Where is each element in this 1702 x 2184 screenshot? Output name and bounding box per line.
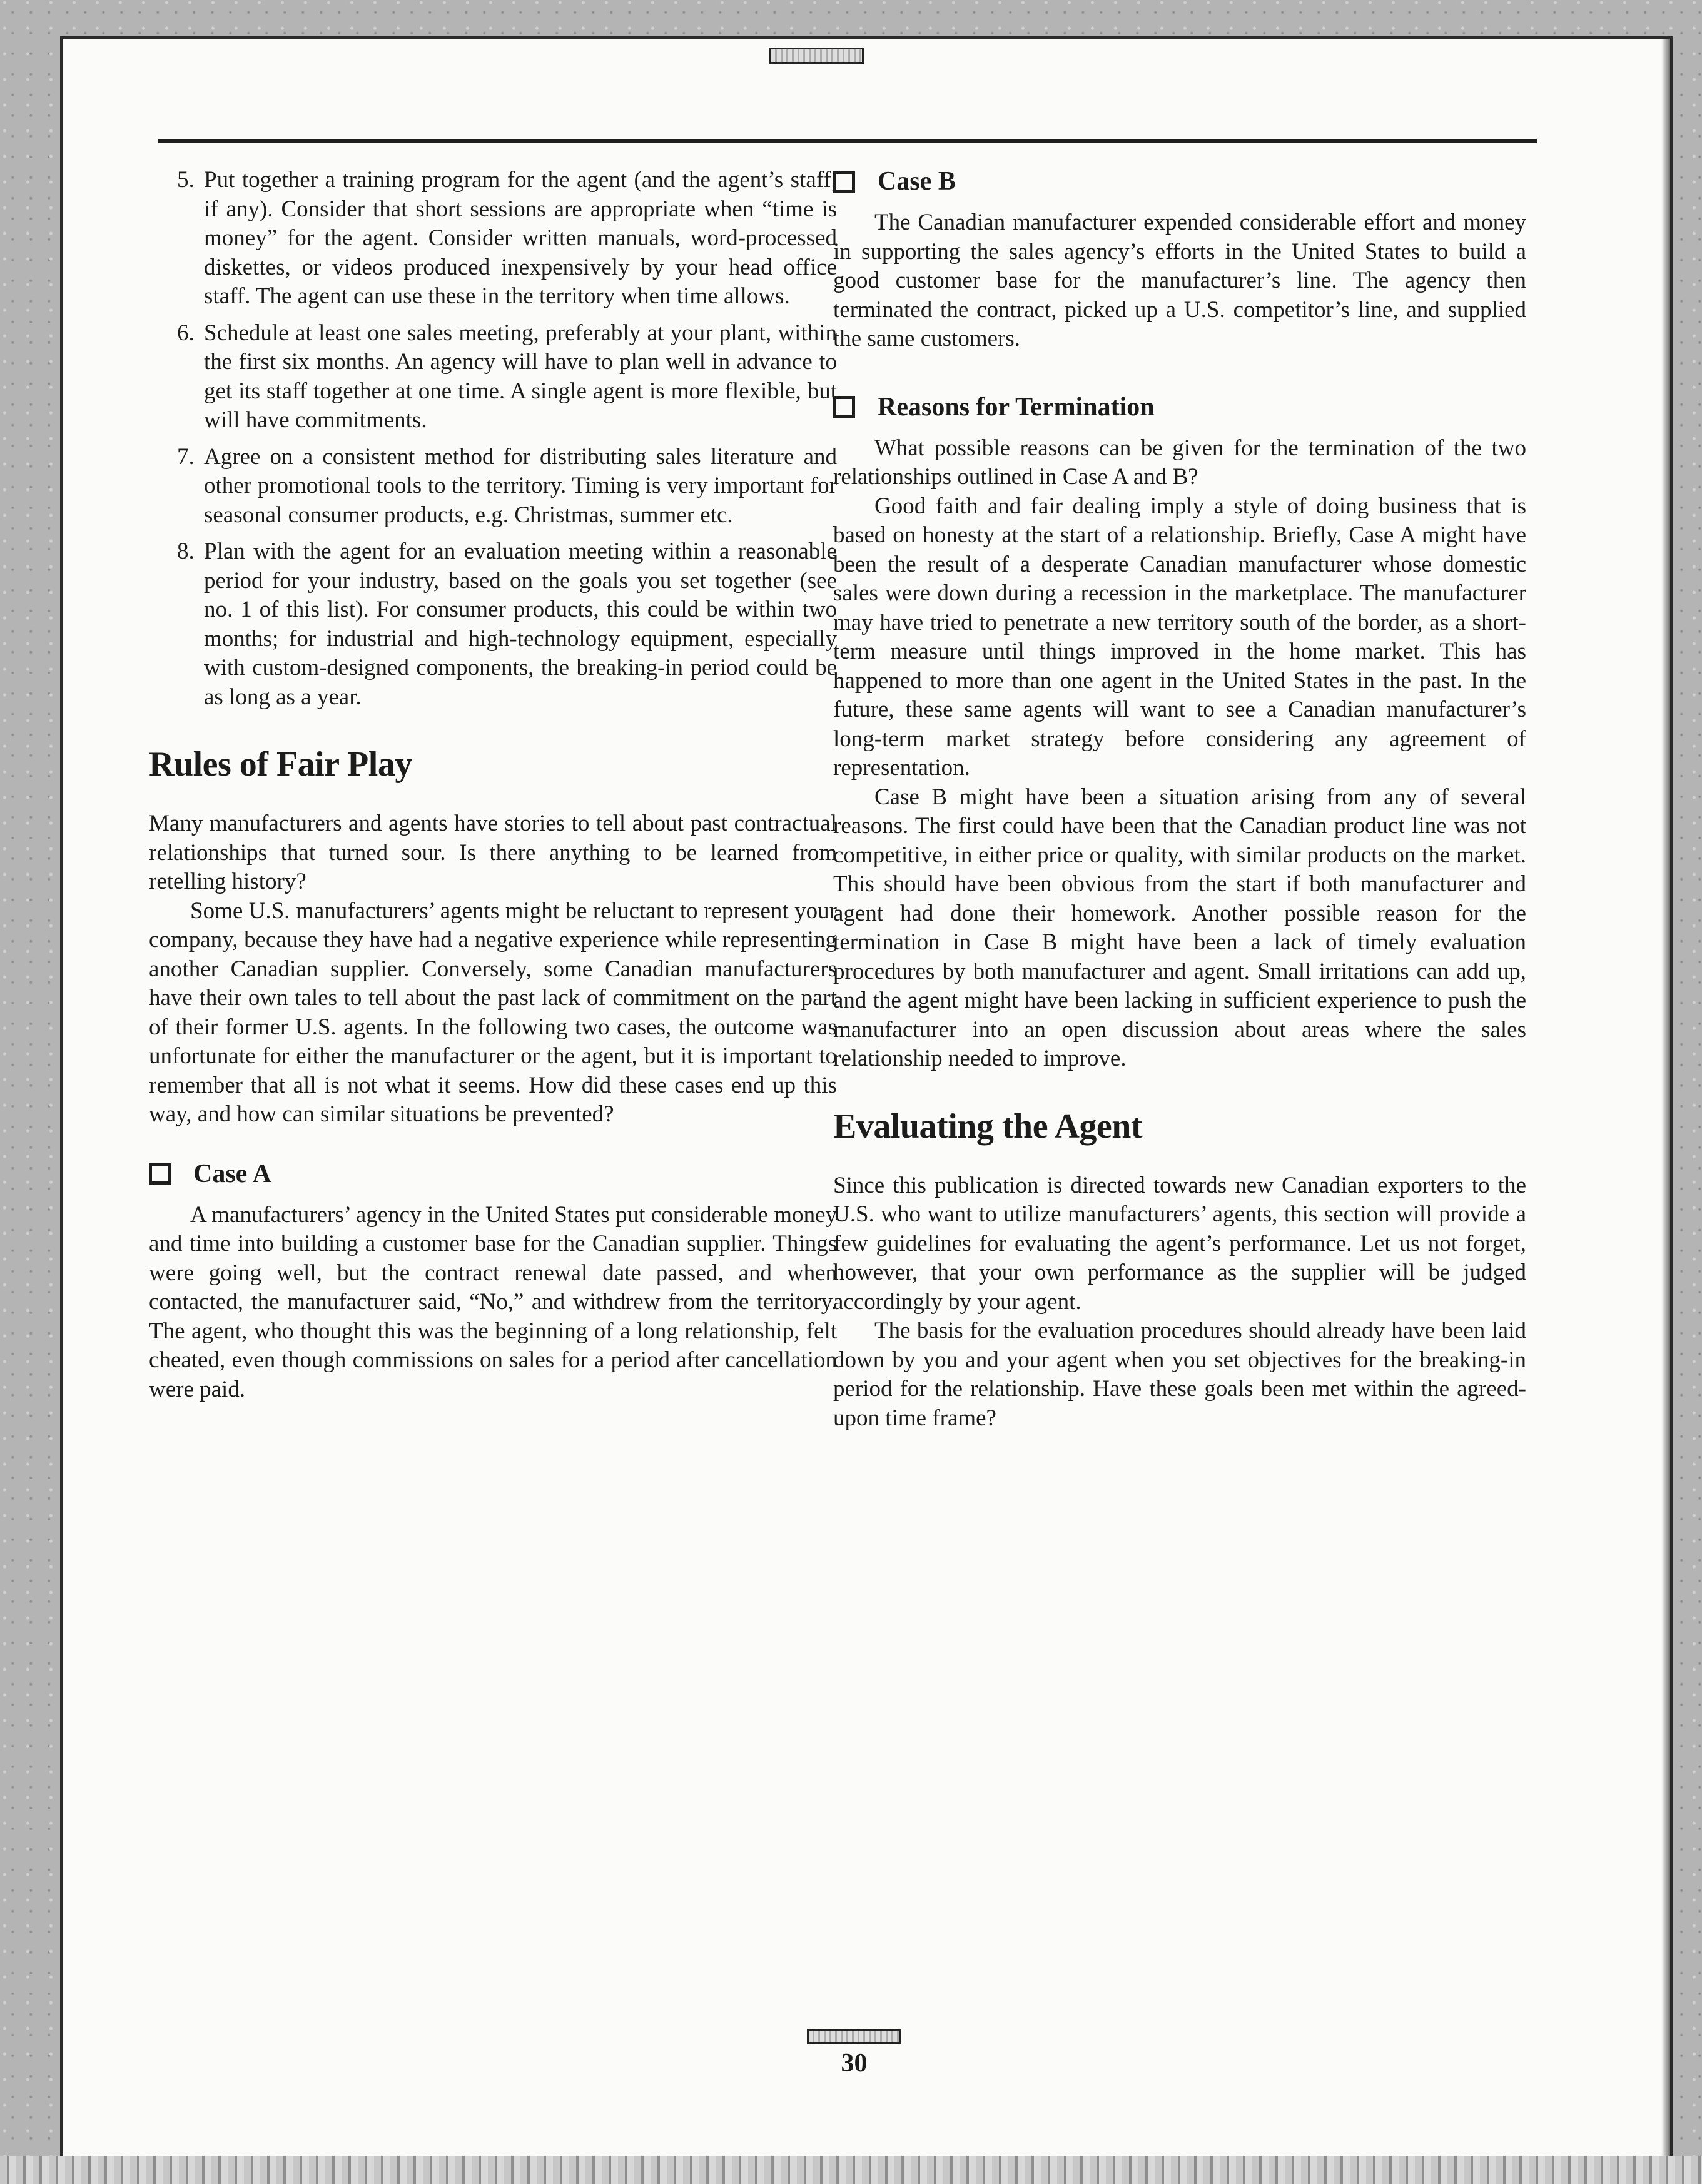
reasons-paragraph-2: Good faith and fair dealing imply a style of doing business that is based on honesty at the start of a relationship. Briefly, Case A might have been the result of a desperate Canadian manufacturer whose domestic sales were down during a recession in the marketplace. The manufacturer may have tried to penetrate a new territory south of the border, as a short-term measure until things improved in the home market. This has happened to more than one agent in the United States in the past. In the future, these same agents will want to see a Canadian manufacturer’s long-term market strategy before considering any agreement of representation. <box>833 493 1526 781</box>
reasons-paragraph-3: Case B might have been a situation arising from any of several reasons. The first could have been that the Canadian product line was not competitive, in either price or quality, with similar products on the market. This should have been obvious from the start if both manufacturer and agent had done their homework. Another possible reason for the termination in Case B might have been a lack of timely evaluation procedures by both manufacturer and agent. Small irritations can add up, and the agent might have been lacking in sufficient experience to push the manufacturer into an open discussion about areas where the sales relationship needed to improve. <box>833 784 1526 1071</box>
reasons-paragraph-1: What possible reasons can be given for the termination of the two relationships outlined in Case A and B? <box>833 435 1526 490</box>
page-number: 30 <box>841 2049 868 2078</box>
right-column <box>833 166 1526 1433</box>
page-edge-shadow <box>1661 39 1670 2156</box>
reasons-heading-text: Reasons for Termination <box>878 392 1155 422</box>
numbered-list <box>149 166 837 712</box>
case-b-paragraph: The Canadian manufacturer expended considerable effort and money in supporting the sales agency’s efforts in the United States to build a good customer base for the manufacturer’s line. The agency then terminated the contract, picked up a U.S. competitor’s line, and supplied the same customers. <box>833 210 1526 351</box>
case-a-heading-text: Case A <box>193 1159 271 1188</box>
case-b-heading <box>833 166 1526 197</box>
checkbox-bullet-icon <box>833 171 855 193</box>
case-a-paragraph: A manufacturers’ agency in the United States put considerable money and time into building a customer base for the Canadian supplier. Things were going well, but the contract renewal date passed, and when contacted, the manufacturer said, “No,” and withdrew from the territory. The agent, who thought this was the beginning of a long relationship, felt cheated, even though commissions on sales for a period after cancellation were paid. <box>149 1201 837 1402</box>
checkbox-bullet-icon <box>833 396 855 418</box>
evaluating-paragraph-2: The basis for the evaluation procedures should already have been laid down by you and your agent when you set objectives for the breaking-in period for the relationship. Have these goals been met within the agreed-upon time frame? <box>833 1318 1526 1431</box>
scan-bottom-edge <box>0 2156 1702 2184</box>
left-column <box>149 166 837 1404</box>
footer-tab-marker <box>807 2029 901 2044</box>
evaluating-paragraph-1: Since this publication is directed towards new Canadian exporters to the U.S. who want to utilize manufacturers’ agents, this section will provide a few guidelines for evaluating the agent’s performance. Let us not forget, however, that your own performance as the supplier will be judged accordingly by your agent. <box>833 1172 1526 1315</box>
evaluating-heading: Evaluating the Agent <box>833 1106 1143 1146</box>
case-b-heading-text: Case B <box>878 167 956 196</box>
list-item: 6. Schedule at least one sales meeting, preferably at your plant, within the first six months. An agency will have to plan well in advance to get its staff together at one time. A single agent is more flexible, but will have commitments. <box>200 319 837 435</box>
case-a-heading <box>149 1158 837 1190</box>
list-item: 7. Agree on a consistent method for distributing sales literature and other promotional tools to the territory. Timing is very important for seasonal consumer products, e.g. Christmas, summer etc. <box>200 443 837 530</box>
header-tab-marker <box>769 48 864 64</box>
rules-paragraph-1: Many manufacturers and agents have stories to tell about past contractual relationships that turned sour. Is there anything to be learned from retelling history? <box>149 811 837 894</box>
header-rule <box>158 139 1537 143</box>
reasons-heading <box>833 392 1526 423</box>
list-item: 8. Plan with the agent for an evaluation meeting within a reasonable period for your industry, based on the goals you set together (see no. 1 of this list). For consumer products, this could be within two months; for industrial and high-technology equipment, especially with custom-designed components, the breaking-in period could be as long as a year. <box>200 537 837 712</box>
rules-heading: Rules of Fair Play <box>149 745 412 784</box>
rules-paragraph-2: Some U.S. manufacturers’ agents might be reluctant to represent your company, because they have had a negative experience while representing another Canadian supplier. Conversely, some Canadian manufacturers have their own tales to tell about the past lack of commitment on the part of their former U.S. agents. In the following two cases, the outcome was unfortunate for either the manufacturer or the agent, but it is important to remember that all is not what it seems. How did these cases end up this way, and how can similar situations be prevented? <box>149 897 837 1127</box>
checkbox-bullet-icon <box>149 1163 171 1185</box>
list-item: 5. Put together a training program for the agent (and the agent’s staff, if any). Consider that short sessions are appropriate when “time is money” for the agent. Consider written manuals, word-processed diskettes, or videos produced inexpensively by your head office staff. The agent can use these in the territory when time allows. <box>200 166 837 311</box>
